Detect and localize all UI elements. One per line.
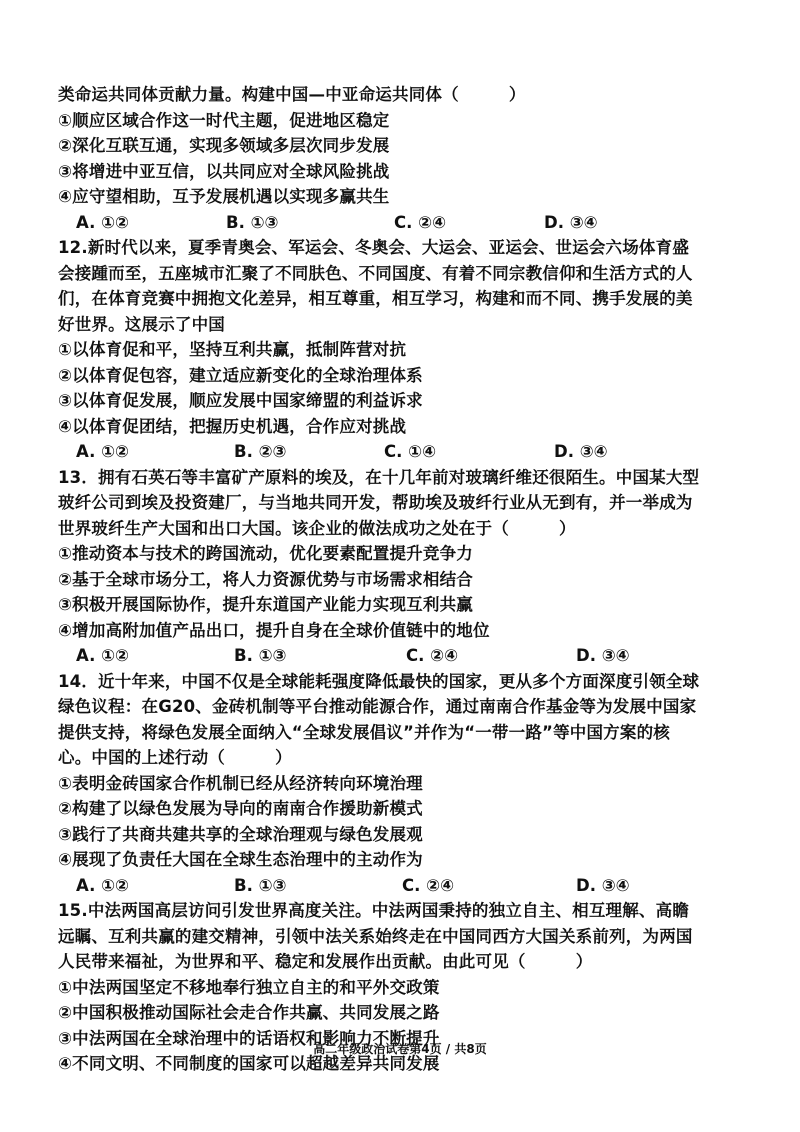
answer-statement-1: ①顺应区域合作这一时代主题，促进地区稳定 [58, 110, 390, 130]
answer-statement-2: ②构建了以绿色发展为导向的南南合作援助新模式 [58, 799, 423, 818]
option-d: D. ③④ [544, 212, 598, 232]
option-c: C. ②④ [406, 646, 459, 665]
answer-statement-1: ①表明金砖国家合作机制已经从经济转向环境治理 [58, 773, 423, 793]
page-footer: 高二年级政治试卷第4页 / 共8页 [313, 1042, 487, 1056]
answer-statement-2: ②中国积极推动国际社会走合作共赢、共同发展之路 [58, 1003, 440, 1022]
question-stem-line: 绿色议程：在G20、金砖机制等平台推动能源合作，通过南南合作基金等为发展中国家 [58, 697, 697, 716]
question-stem-line: 心。中国的上述行动（ ） [58, 748, 292, 767]
answer-statement-4: ④以体育促团结，把握历史机遇，合作应对挑战 [58, 416, 407, 436]
question-stem-line: 13．拥有石英石等丰富矿产原料的埃及，在十几年前对玻璃纤维还很陌生。中国某大型 [58, 467, 700, 487]
option-b: B. ①③ [234, 646, 287, 665]
question-13 [58, 465, 760, 669]
question-stem-line: 提供支持，将绿色发展全面纳入“全球发展倡议”并作为“一带一路”等中国方案的核 [58, 722, 670, 742]
option-d: D. ③④ [576, 875, 630, 895]
option-d: D. ③④ [576, 646, 630, 665]
answer-statement-4: ④不同文明、不同制度的国家可以超越差异共同发展 [58, 1054, 440, 1073]
option-c: C. ①④ [384, 442, 437, 461]
answer-statement-4: ④应守望相助，互予发展机遇以实现多赢共生 [58, 187, 390, 206]
question-stem-line: 14．近十年来，中国不仅是全球能耗强度降低最快的国家，更从多个方面深度引领全球 [58, 671, 700, 691]
choice-options [58, 210, 760, 236]
option-a: A. ①② [76, 442, 130, 461]
question-14 [58, 669, 760, 899]
option-b: B. ②③ [234, 442, 287, 461]
answer-statement-3: ③积极开展国际协作，提升东道国产业能力实现互利共赢 [58, 595, 473, 614]
question-stem-line: 们，在体育竞赛中拥抱文化差异，相互尊重，相互学习，构建和而不同、携手发展的美 [58, 289, 693, 308]
answer-statement-3: ③践行了共商共建共享的全球治理观与绿色发展观 [58, 824, 423, 844]
question-stem-line: 世界玻纤生产大国和出口大国。该企业的做法成功之处在于（ ） [58, 518, 576, 538]
option-b: B. ①③ [234, 875, 287, 895]
choice-options [58, 439, 760, 465]
question-stem-line: 玻纤公司到埃及投资建厂，与当地共同开发，帮助埃及玻纤行业从无到有，并一举成为 [58, 493, 693, 512]
answer-statement-4: ④增加高附加值产品出口，提升自身在全球价值链中的地位 [58, 620, 490, 640]
answer-statement-1: ①中法两国坚定不移地奉行独立自主的和平外交政策 [58, 977, 440, 997]
answer-statement-3: ③将增进中亚互信，以共同应对全球风险挑战 [58, 161, 390, 181]
option-c: C. ②④ [402, 875, 455, 895]
answer-statement-3: ③以体育促发展，顺应发展中国家缔盟的利益诉求 [58, 391, 423, 410]
choice-options [58, 643, 760, 669]
question-stem-line: 好世界。这展示了中国 [58, 314, 225, 334]
option-a: A. ①② [76, 646, 130, 665]
option-a: A. ①② [76, 212, 130, 232]
question-stem-line: 人民带来福祉，为世界和平、稳定和发展作出贡献。由此可见（ ） [58, 952, 593, 971]
option-a: A. ①② [76, 875, 130, 895]
answer-statement-3: ③中法两国在全球治理中的话语权和影响力不断提升 [58, 1028, 440, 1048]
answer-statement-4: ④展现了负责任大国在全球生态治理中的主动作为 [58, 850, 423, 869]
question-stem-line: 15.中法两国高层访问引发世界高度关注。中法两国秉持的独立自主、相互理解、高瞻 [58, 901, 690, 920]
question-11 [58, 82, 760, 235]
question-stem-line: 类命运共同体贡献力量。构建中国—中亚命运共同体（ ） [58, 85, 526, 104]
answer-statement-2: ②深化互联互通，实现多领域多层次同步发展 [58, 136, 390, 155]
question-stem-line: 12.新时代以来，夏季青奥会、军运会、冬奥会、大运会、亚运会、世运会六场体育盛 [58, 238, 690, 257]
question-stem-line: 远瞩、互利共赢的建交精神，引领中法关系始终走在中国同西方大国关系前列，为两国 [58, 926, 693, 946]
choice-options [58, 873, 760, 899]
question-stem-line: 会接踵而至，五座城市汇聚了不同肤色、不同国度、有着不同宗教信仰和生活方式的人 [58, 263, 693, 283]
option-d: D. ③④ [554, 442, 608, 461]
answer-statement-1: ①推动资本与技术的跨国流动，优化要素配置提升竞争力 [58, 544, 473, 563]
answer-statement-2: ②基于全球市场分工，将人力资源优势与市场需求相结合 [58, 569, 473, 589]
option-b: B. ①③ [226, 212, 279, 232]
answer-statement-1: ①以体育促和平，坚持互利共赢，抵制阵营对抗 [58, 340, 407, 359]
answer-statement-2: ②以体育促包容，建立适应新变化的全球治理体系 [58, 365, 423, 385]
question-12 [58, 235, 760, 465]
option-c: C. ②④ [394, 212, 447, 232]
